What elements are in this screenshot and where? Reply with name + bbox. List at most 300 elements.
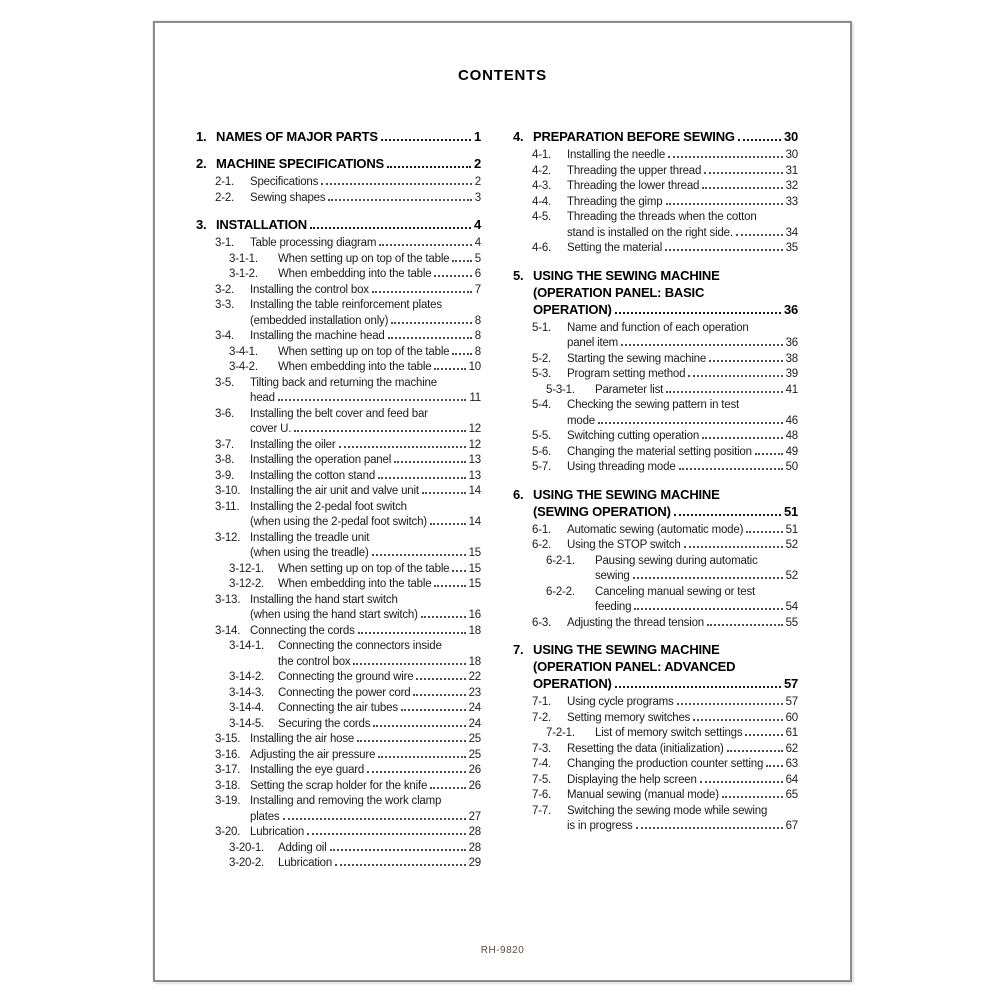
toc-entry-text: Sewing shapes <box>250 191 326 204</box>
toc-entry-lastline <box>250 236 481 252</box>
toc-entry <box>196 562 481 578</box>
toc-entry-text: When embedding into the table <box>278 268 432 280</box>
toc-entry-page: 64 <box>785 773 798 786</box>
toc-entry-page: 52 <box>785 539 798 551</box>
toc-entry <box>196 670 481 686</box>
toc-entry-body <box>595 554 798 585</box>
toc-entry <box>196 686 481 702</box>
toc-entry-body <box>567 616 798 632</box>
toc-entry <box>196 484 481 500</box>
toc-entry-number: 3-10. <box>215 485 241 497</box>
toc-entry-text: PREPARATION BEFORE SEWING <box>533 129 735 144</box>
toc-entry-text: Threading the gimp <box>567 195 663 208</box>
toc-entry-number: 6-1. <box>532 523 552 536</box>
toc-entry-number: 5-3-1. <box>546 383 575 396</box>
toc-entry-body <box>278 841 481 857</box>
toc-entry-lastline <box>250 191 481 207</box>
toc-entry-text: Starting the sewing machine <box>567 352 707 365</box>
toc-entry-number: 1. <box>196 129 207 144</box>
toc-entry <box>196 345 481 361</box>
toc-entry <box>196 283 481 299</box>
toc-entry-body <box>250 624 481 640</box>
toc-leader-dots <box>636 827 783 829</box>
toc-entry-body <box>567 179 798 195</box>
toc-entry-text: plates <box>250 810 280 823</box>
toc-entry-text: Using the STOP switch <box>567 539 681 551</box>
toc-entry <box>196 732 481 748</box>
toc-entry <box>513 804 798 835</box>
toc-leader-dots <box>666 391 782 393</box>
toc-entry-page: 28 <box>468 826 481 838</box>
toc-entry-number: 3-14. <box>215 624 241 637</box>
toc-entry-text: Parameter list <box>595 383 664 396</box>
toc-entry-number: 3-1-1. <box>229 252 258 265</box>
toc-entry-lastline <box>250 810 481 826</box>
toc-entry-number: 3-4. <box>215 330 235 342</box>
toc-entry-number: 6-2. <box>532 539 552 551</box>
toc-entry-page: 2 <box>474 176 481 188</box>
toc-entry-page: 52 <box>785 570 798 582</box>
toc-entry-lastline <box>250 438 481 454</box>
toc-entry-lastline <box>567 148 798 164</box>
toc-entry-lastline <box>567 523 798 539</box>
toc-entry-lastline <box>278 562 481 578</box>
toc-entry-text: Connecting the ground wire <box>278 671 414 683</box>
toc-entry <box>196 639 481 670</box>
toc-entry-body <box>278 562 481 578</box>
toc-entry-number: 7-2-1. <box>546 727 575 739</box>
toc-entry-body <box>278 701 481 717</box>
toc-leader-dots <box>702 437 783 439</box>
toc-entry <box>513 241 798 257</box>
toc-entry <box>196 360 481 376</box>
toc-entry-number: 7-3. <box>532 742 552 755</box>
toc-entry-body <box>278 686 481 702</box>
toc-entry-text: Installing the control box <box>250 283 369 296</box>
toc-entry <box>513 726 798 742</box>
toc-entry-number: 3-15. <box>215 733 241 745</box>
toc-leader-dots <box>674 514 781 516</box>
toc-entry-text: Installing the needle <box>567 149 666 161</box>
toc-entry <box>513 757 798 773</box>
toc-entry-lastline <box>278 856 481 872</box>
toc-entry-text: When setting up on top of the table <box>278 562 450 575</box>
toc-entry-body <box>250 283 481 299</box>
toc-entry-lastline <box>216 155 481 172</box>
toc-leader-dots <box>684 546 783 548</box>
toc-entry-body <box>567 164 798 180</box>
toc-entry-text: Canceling manual sewing or test <box>595 585 755 598</box>
toc-entry-number: 3-8. <box>215 454 235 466</box>
toc-entry-lastline <box>567 711 798 727</box>
toc-entry-lastline <box>278 701 481 717</box>
toc-entry-body <box>567 398 798 429</box>
toc-entry-lastline <box>278 360 481 376</box>
toc-entry-lastline <box>250 422 481 438</box>
toc-entry <box>196 329 481 345</box>
toc-entry-lastline <box>567 226 798 242</box>
toc-entry-number: 2. <box>196 156 207 171</box>
toc-entry-text: Checking the sewing pattern in test <box>567 399 739 411</box>
toc-leader-dots <box>416 678 465 680</box>
toc-entry-text: Installing the machine head <box>250 330 385 342</box>
toc-entry-page: 10 <box>468 361 481 373</box>
toc-leader-dots <box>367 771 465 773</box>
toc-entry-lastline <box>278 670 481 686</box>
toc-leader-dots <box>294 430 465 432</box>
toc-entry-text: USING THE SEWING MACHINE <box>533 642 720 657</box>
toc-entry-page: 28 <box>468 841 481 854</box>
toc-entry <box>513 383 798 399</box>
toc-leader-dots <box>755 453 783 455</box>
toc-leader-dots <box>598 422 783 424</box>
toc-entry-page: 57 <box>783 676 798 691</box>
toc-entry-page: 48 <box>785 430 798 442</box>
toc-entry <box>196 175 481 191</box>
toc-entry-body <box>567 773 798 789</box>
toc-entry-page: 65 <box>785 789 798 801</box>
toc-entry <box>513 486 798 520</box>
toc-leader-dots <box>422 492 466 494</box>
toc-leader-dots <box>339 446 466 448</box>
toc-entry <box>196 216 481 233</box>
toc-entry-number: 3-2. <box>215 283 235 296</box>
toc-entry-lastline <box>567 460 798 476</box>
toc-leader-dots <box>430 787 465 789</box>
toc-entry-body <box>250 329 481 345</box>
toc-entry-body <box>567 210 798 241</box>
toc-leader-dots <box>328 199 471 201</box>
toc-entry <box>196 191 481 207</box>
toc-entry-number: 3-18. <box>215 779 241 792</box>
toc-entry-body <box>567 321 798 352</box>
toc-entry-body <box>567 757 798 773</box>
toc-leader-dots <box>307 833 466 835</box>
toc-entry-number: 3-17. <box>215 764 241 776</box>
toc-entry-lastline <box>567 445 798 461</box>
toc-entry-number: 3-4-2. <box>229 361 258 373</box>
toc-entry-text: When embedding into the table <box>278 361 432 373</box>
toc-entry-lastline <box>250 175 481 191</box>
toc-entry-lastline <box>216 216 481 233</box>
toc-entry-page: 57 <box>785 696 798 708</box>
toc-entry-text: INSTALLATION <box>216 217 307 232</box>
toc-entry-number: 5-5. <box>532 430 552 442</box>
toc-entry-lastline <box>250 329 481 345</box>
toc-entry <box>196 825 481 841</box>
toc-entry-page: 12 <box>468 423 481 435</box>
toc-entry-number: 5-6. <box>532 445 552 458</box>
toc-entry-text: (SEWING OPERATION) <box>533 503 671 519</box>
toc-leader-dots <box>615 686 781 688</box>
toc-entry-page: 61 <box>785 727 798 739</box>
toc-entry-page: 26 <box>468 779 481 792</box>
toc-entry-lastline <box>216 128 481 145</box>
toc-leader-dots <box>677 703 783 705</box>
toc-entry-body <box>567 429 798 445</box>
document-page <box>153 21 852 982</box>
toc-entry-number: 4-5. <box>532 211 552 223</box>
toc-leader-dots <box>387 166 471 168</box>
toc-entry <box>513 711 798 727</box>
toc-entry-body <box>567 742 798 758</box>
toc-leader-dots <box>373 725 465 727</box>
toc-leader-dots <box>702 187 782 189</box>
toc-entry-lastline <box>250 763 481 779</box>
toc-entry <box>513 429 798 445</box>
toc-entry-lastline <box>533 128 798 145</box>
toc-entry-lastline <box>567 195 798 211</box>
toc-entry-page: 41 <box>785 383 798 396</box>
toc-entry-text: OPERATION) <box>533 676 612 691</box>
toc-leader-dots <box>381 139 471 141</box>
toc-entry-text: Installing the table reinforcement plates <box>250 299 442 311</box>
toc-entry-body <box>250 191 481 207</box>
toc-entry-page: 51 <box>785 523 798 536</box>
toc-entry-lastline <box>567 241 798 257</box>
toc-entry-number: 4-4. <box>532 195 552 208</box>
toc-entry-body <box>216 216 481 233</box>
toc-entry-number: 3-7. <box>215 438 235 451</box>
toc-entry-body <box>278 345 481 361</box>
toc-entry-text: Installing the 2-pedal foot switch <box>250 500 407 513</box>
toc-entry-lastline <box>567 616 798 632</box>
toc-leader-dots <box>693 719 782 721</box>
toc-entry-text: is in progress <box>567 820 633 832</box>
toc-entry-text: Changing the material setting position <box>567 445 752 458</box>
toc-entry-number: 3-20. <box>215 826 241 838</box>
toc-leader-dots <box>452 570 465 572</box>
toc-entry-body <box>250 779 481 795</box>
toc-entry-page: 13 <box>468 454 481 466</box>
toc-entry <box>196 267 481 283</box>
toc-entry-text: Program setting method <box>567 368 686 380</box>
toc-entry-text: Installing and removing the work clamp <box>250 795 442 807</box>
toc-entry <box>196 593 481 624</box>
toc-entry-lastline <box>567 773 798 789</box>
toc-entry-page: 25 <box>468 748 481 761</box>
toc-entry-text: Connecting the power cord <box>278 686 411 699</box>
toc-entry-body <box>595 383 798 399</box>
toc-entry-text: OPERATION) <box>533 301 612 317</box>
toc-entry-page: 2 <box>473 156 481 171</box>
toc-columns <box>196 118 850 872</box>
toc-entry-text: Threading the upper thread <box>567 164 702 177</box>
toc-entry-text: mode <box>567 414 595 427</box>
toc-entry-number: 7-4. <box>532 758 552 770</box>
toc-column-left <box>196 118 481 872</box>
toc-entry-page: 18 <box>468 624 481 637</box>
toc-leader-dots <box>688 375 782 377</box>
toc-entry-number: 3-13. <box>215 593 241 606</box>
toc-entry-number: 4. <box>513 129 524 144</box>
toc-leader-dots <box>372 291 472 293</box>
toc-entry <box>513 538 798 554</box>
toc-entry-page: 8 <box>474 330 481 342</box>
toc-entry-text: Resetting the data (initialization) <box>567 742 724 755</box>
toc-entry-number: 7-1. <box>532 696 552 708</box>
toc-leader-dots <box>745 734 782 736</box>
toc-entry-page: 14 <box>468 485 481 497</box>
toc-entry-text: Connecting the connectors inside <box>278 640 442 652</box>
toc-entry-page: 38 <box>785 352 798 365</box>
toc-leader-dots <box>634 608 782 610</box>
toc-entry-text: sewing <box>595 570 630 582</box>
toc-entry-page: 14 <box>468 516 481 528</box>
toc-entry-page: 18 <box>468 655 481 668</box>
toc-entry-number: 6-2-2. <box>546 585 575 598</box>
toc-entry <box>196 577 481 593</box>
toc-entry-number: 3-12. <box>215 531 241 544</box>
toc-leader-dots <box>421 616 466 618</box>
toc-entry-page: 3 <box>474 191 481 204</box>
toc-entry-body <box>250 236 481 252</box>
toc-entry-number: 3-14-1. <box>229 640 265 652</box>
toc-entry-body <box>250 453 481 469</box>
toc-entry-lastline <box>250 546 481 562</box>
toc-entry-number: 5-2. <box>532 352 552 365</box>
toc-entry-lastline <box>250 732 481 748</box>
toc-entry-lastline <box>250 515 481 531</box>
toc-entry-page: 51 <box>783 503 798 519</box>
toc-entry-lastline <box>567 742 798 758</box>
toc-leader-dots <box>633 577 783 579</box>
toc-entry-text: Connecting the air tubes <box>278 702 398 714</box>
toc-entry-body <box>567 804 798 835</box>
toc-entry-text: Securing the cords <box>278 717 371 730</box>
toc-entry-text: panel item <box>567 337 619 349</box>
toc-entry <box>513 445 798 461</box>
toc-leader-dots <box>278 399 467 401</box>
toc-entry-body <box>595 726 798 742</box>
toc-entry-text: Connecting the cords <box>250 624 355 637</box>
toc-entry-page: 50 <box>785 461 798 473</box>
toc-entry-lastline <box>278 686 481 702</box>
toc-entry-number: 3-1. <box>215 237 235 249</box>
toc-entry <box>513 773 798 789</box>
toc-entry-page: 33 <box>785 195 798 208</box>
toc-entry <box>196 841 481 857</box>
toc-entry-body <box>567 241 798 257</box>
toc-entry-text: Setting the material <box>567 242 663 254</box>
toc-entry-number: 7-6. <box>532 789 552 801</box>
toc-entry-text: the control box <box>278 655 351 668</box>
toc-leader-dots <box>283 818 466 820</box>
toc-leader-dots <box>746 531 782 533</box>
toc-entry-number: 6-3. <box>532 616 552 629</box>
toc-entry <box>513 398 798 429</box>
toc-entry-text: Threading the threads when the cotton <box>567 211 757 223</box>
toc-leader-dots <box>353 663 465 665</box>
toc-entry-body <box>278 856 481 872</box>
toc-leader-dots <box>709 360 783 362</box>
toc-entry-body <box>278 252 481 268</box>
toc-entry-page: 11 <box>469 392 481 404</box>
toc-entry-page: 22 <box>468 671 481 683</box>
toc-entry-lastline <box>567 695 798 711</box>
toc-entry-text: Installing the eye guard <box>250 764 365 776</box>
toc-leader-dots <box>704 172 782 174</box>
toc-entry-body <box>278 639 481 670</box>
toc-entry-page: 16 <box>468 609 481 621</box>
toc-entry-text: Setting the scrap holder for the knife <box>250 779 428 792</box>
toc-leader-dots <box>413 694 465 696</box>
toc-entry-page: 32 <box>785 180 798 192</box>
toc-entry-text: Table processing diagram <box>250 237 377 249</box>
toc-entry-lastline <box>250 484 481 500</box>
toc-entry-page: 35 <box>785 242 798 254</box>
toc-entry-text: Installing the hand start switch <box>250 593 398 606</box>
toc-entry-text: Installing the treadle unit <box>250 531 370 544</box>
toc-entry-body <box>250 175 481 191</box>
toc-entry-lastline <box>278 345 481 361</box>
toc-entry <box>196 856 481 872</box>
toc-entry-body <box>567 352 798 368</box>
toc-entry-number: 3-12-1. <box>229 562 265 575</box>
toc-entry-page: 49 <box>785 445 798 458</box>
toc-column-right <box>513 118 798 872</box>
toc-entry-page: 4 <box>474 237 481 249</box>
toc-entry-page: 24 <box>468 702 481 714</box>
toc-entry-text: When embedding into the table <box>278 578 432 590</box>
toc-entry-page: 15 <box>468 562 481 575</box>
toc-entry-lastline <box>567 757 798 773</box>
toc-entry-text: Pausing sewing during automatic <box>595 554 758 567</box>
toc-entry-lastline <box>567 179 798 195</box>
toc-entry <box>196 624 481 640</box>
toc-entry <box>513 616 798 632</box>
toc-entry-text: Specifications <box>250 176 319 188</box>
toc-entry <box>196 453 481 469</box>
toc-entry-text: Setting memory switches <box>567 711 691 724</box>
toc-entry-lastline <box>278 267 481 283</box>
toc-entry-lastline <box>278 717 481 733</box>
toc-entry-text: Adjusting the air pressure <box>250 748 376 761</box>
toc-entry-lastline <box>250 391 481 407</box>
toc-entry-text: Lubrication <box>278 857 333 869</box>
page-title: CONTENTS <box>458 67 547 84</box>
toc-entry-page: 23 <box>468 686 481 699</box>
toc-leader-dots <box>321 183 472 185</box>
toc-entry-page: 15 <box>468 578 481 590</box>
toc-entry <box>513 554 798 585</box>
toc-leader-dots <box>379 244 472 246</box>
toc-entry-page: 29 <box>468 857 481 869</box>
toc-entry-number: 6-2-1. <box>546 554 575 567</box>
toc-entry-text: USING THE SEWING MACHINE <box>533 267 720 283</box>
toc-entry-page: 12 <box>468 438 481 451</box>
toc-entry <box>196 128 481 145</box>
toc-entry-text: Switching the sewing mode while sewing <box>567 804 768 817</box>
toc-entry-number: 2-2. <box>215 191 235 204</box>
toc-entry-lastline <box>250 825 481 841</box>
toc-entry <box>513 742 798 758</box>
toc-leader-dots <box>621 344 783 346</box>
toc-entry-body <box>567 538 798 554</box>
toc-entry-text: Automatic sewing (automatic mode) <box>567 523 744 536</box>
toc-leader-dots <box>738 139 781 141</box>
toc-entry-text: Installing the air unit and valve unit <box>250 485 419 497</box>
toc-entry-page: 46 <box>785 414 798 427</box>
toc-entry-number: 3-14-3. <box>229 686 265 699</box>
toc-entry-lastline <box>595 569 798 585</box>
toc-entry-body <box>533 128 798 145</box>
toc-leader-dots <box>335 864 466 866</box>
toc-entry-page: 55 <box>785 616 798 629</box>
toc-entry-number: 7-5. <box>532 773 552 786</box>
toc-entry-text: Threading the lower thread <box>567 180 700 192</box>
toc-leader-dots <box>679 468 783 470</box>
